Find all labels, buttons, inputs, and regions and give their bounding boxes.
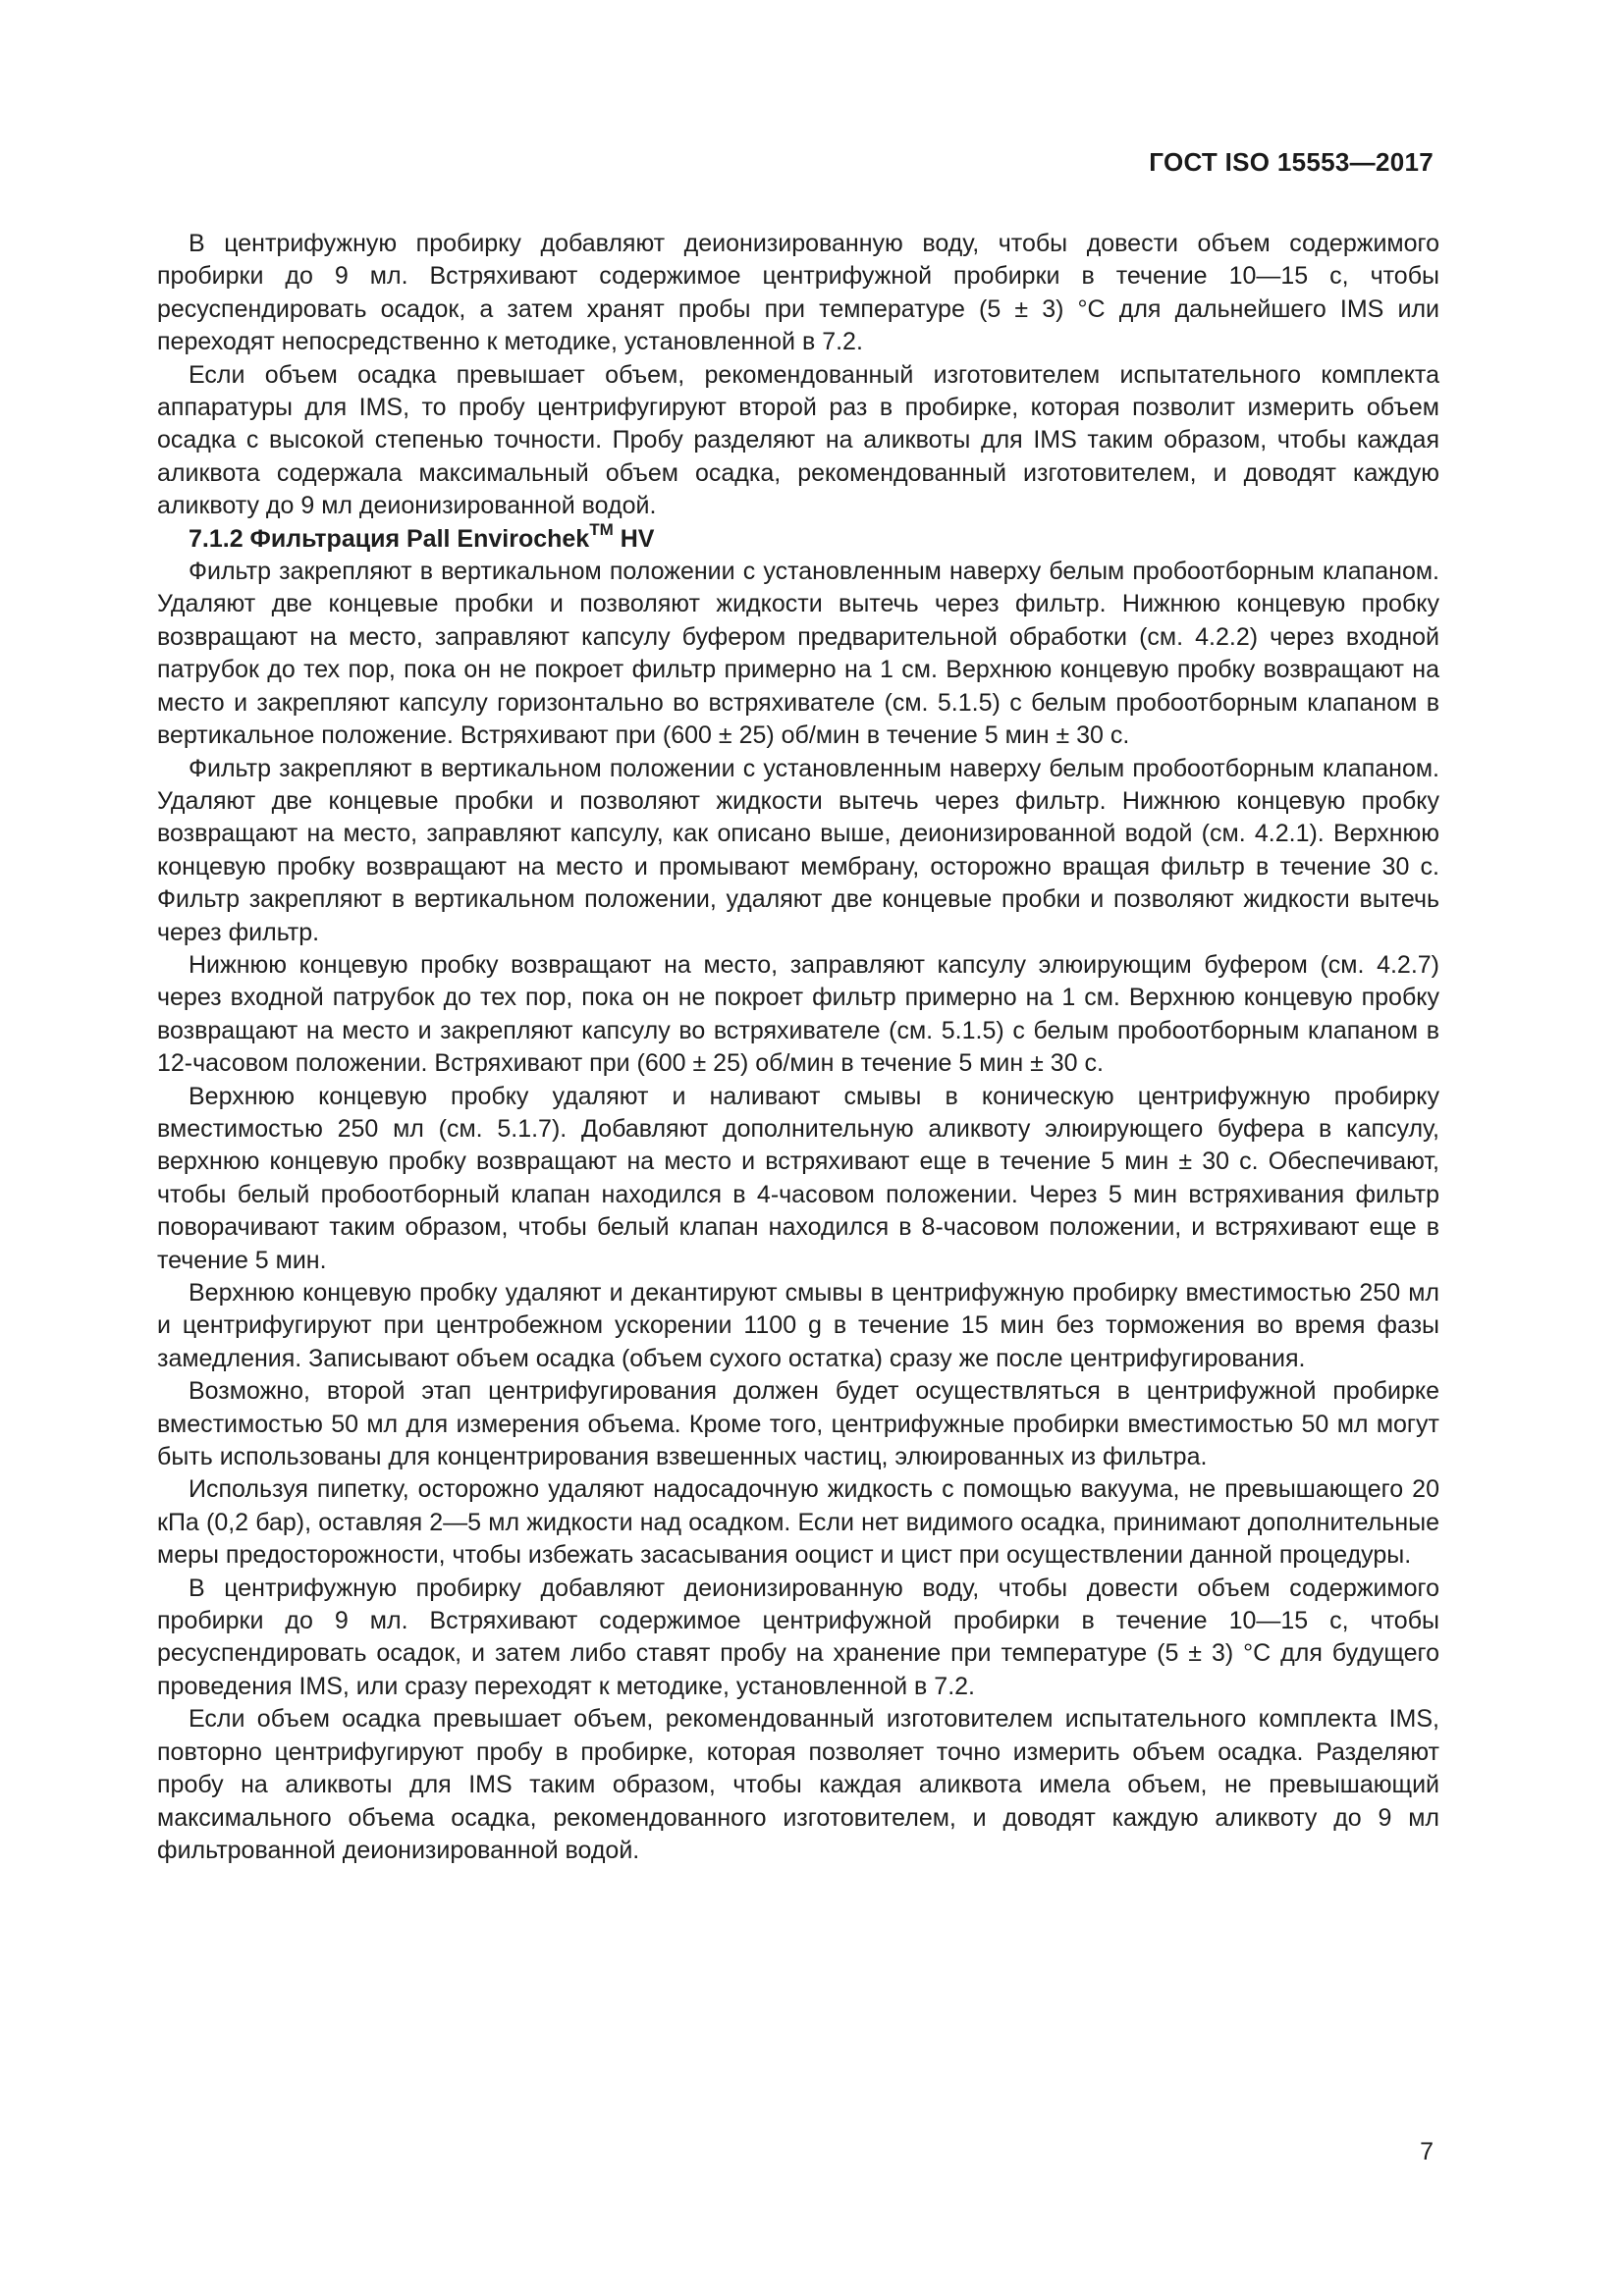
paragraph: Возможно, второй этап центрифугирования должен будет осуществляться в центрифужной пробирке вместимостью 50 мл для измерения объема. Кроме того, центрифужные пробирки вместимостью 50 мл могут быть использованы для концентрирования взвешенных частиц, элюированных из фильтра. bbox=[157, 1377, 1439, 1471]
paragraph: Верхнюю концевую пробку удаляют и декантируют смывы в центрифужную пробирку вместимостью 250 мл и центрифугируют при центробежном ускорении 1100 g в течение 15 мин без торможения во время фазы замедления. Записывают объем осадка (объем сухого остатка) сразу же после центрифугирования. bbox=[157, 1279, 1439, 1372]
section-heading bbox=[157, 520, 1439, 556]
page-number: 7 bbox=[1420, 2138, 1434, 2165]
paragraph: Используя пипетку, осторожно удаляют надосадочную жидкость с помощью вакуума, не превышающего 20 кПа (0,2 бар), оставляя 2—5 мл жидкости над осадком. Если нет видимого осадка, принимают дополнительные меры предосторожности, чтобы избежать засасывания ооцист и цист при осуществлении данной процедуры. bbox=[157, 1475, 1439, 1570]
paragraph: Фильтр закрепляют в вертикальном положении с установленным наверху белым пробоотборным клапаном. Удаляют две концевые пробки и позволяют жидкости вытечь через фильтр. Нижнюю концевую пробку возвращают на место, заправляют капсулу, как описано выше, деионизированной водой (см. 4.2.1). Верхнюю концевую пробку возвращают на место и промывают мембрану, осторожно вращая фильтр в течение 30 с. Фильтр закрепляют в вертикальном положении, удаляют две концевые пробки и позволяют жидкости вытечь через фильтр. bbox=[157, 754, 1439, 946]
paragraph: Если объем осадка превышает объем, рекомендованный изготовителем испытательного комплекта IMS, повторно центрифугируют пробу в пробирке, которая позволяет точно измерить объем осадка. Разделяют пробу на аликвоты для IMS таким образом, чтобы каждая аликвота имела объем, не превышающий максимального объема осадка, рекомендованного изготовителем, и доводят каждую аликвоту до 9 мл фильтрованной деионизированной водой. bbox=[157, 1705, 1439, 1864]
paragraph: Фильтр закрепляют в вертикальном положении с установленным наверху белым пробоотборным клапаном. Удаляют две концевые пробки и позволяют жидкости вытечь через фильтр. Нижнюю концевую пробку возвращают на место, заправляют капсулу буфером предварительной обработки (см. 4.2.2) через входной патрубок до тех пор, пока он не покроет фильтр примерно на 1 см. Верхнюю концевую пробку возвращают на место и закрепляют капсулу горизонтально во встряхивателе (см. 5.1.5) с белым пробоотборным клапаном в вертикальное положение. Встряхивают при (600 ± 25) об/мин в течение 5 мин ± 30 с. bbox=[157, 558, 1439, 750]
paragraph: Нижнюю концевую пробку возвращают на место, заправляют капсулу элюирующим буфером (см. 4.2.7) через входной патрубок до тех пор, пока он не покроет фильтр примерно на 1 см. Верхнюю концевую пробку возвращают на место и закрепляют капсулу во встряхивателе (см. 5.1.5) с белым пробоотборным клапаном в 12-часовом положении. Встряхивают при (600 ± 25) об/мин в течение 5 мин ± 30 с. bbox=[157, 950, 1439, 1078]
trademark-superscript: TM bbox=[589, 520, 614, 540]
section-heading-text: 7.1.2 Фильтрация Pall Envirochek bbox=[189, 524, 590, 553]
paragraph: Верхнюю концевую пробку удаляют и наливают смывы в коническую центрифужную пробирку вместимостью 250 мл (см. 5.1.7). Добавляют дополнительную аликвоту элюирующего буфера в капсулу, верхнюю концевую пробку возвращают на место и встряхивают еще в течение 5 мин ± 30 с. Обеспечивают, чтобы белый пробоотборный клапан находился в 4-часовом положении. Через 5 мин встряхивания фильтр поворачивают таким образом, чтобы белый клапан находился в 8-часовом положении, и встряхивают еще в течение 5 мин. bbox=[157, 1082, 1439, 1274]
paragraph: В центрифужную пробирку добавляют деионизированную воду, чтобы довести объем содержимого пробирки до 9 мл. Встряхивают содержимое центрифужной пробирки в течение 10—15 с, чтобы ресуспендировать осадок, а затем хранят пробы при температуре (5 ± 3) °C для дальнейшего IMS или переходят непосредственно к методике, установленной в 7.2. bbox=[157, 230, 1439, 356]
section-heading-suffix: HV bbox=[613, 524, 655, 553]
paragraph: Если объем осадка превышает объем, рекомендованный изготовителем испытательного комплекта аппаратуры для IMS, то пробу центрифугируют второй раз в пробирке, которая позволит измерить объем осадка с высокой степенью точности. Пробу разделяют на аликвоты для IMS таким образом, чтобы каждая аликвота содержала максимальный объем осадка, рекомендованный изготовителем, и доводят каждую аликвоту до 9 мл деионизированной водой. bbox=[157, 360, 1439, 520]
document-code-header: ГОСТ ISO 15553—2017 bbox=[1149, 147, 1434, 177]
document-body bbox=[157, 228, 1439, 1867]
paragraph: В центрифужную пробирку добавляют деионизированную воду, чтобы довести объем содержимого пробирки до 9 мл. Встряхивают содержимое центрифужной пробирки в течение 10—15 с, чтобы ресуспендировать осадок, и затем либо ставят пробу на хранение при температуре (5 ± 3) °C для будущего проведения IMS, или сразу переходят к методике, установленной в 7.2. bbox=[157, 1574, 1439, 1700]
